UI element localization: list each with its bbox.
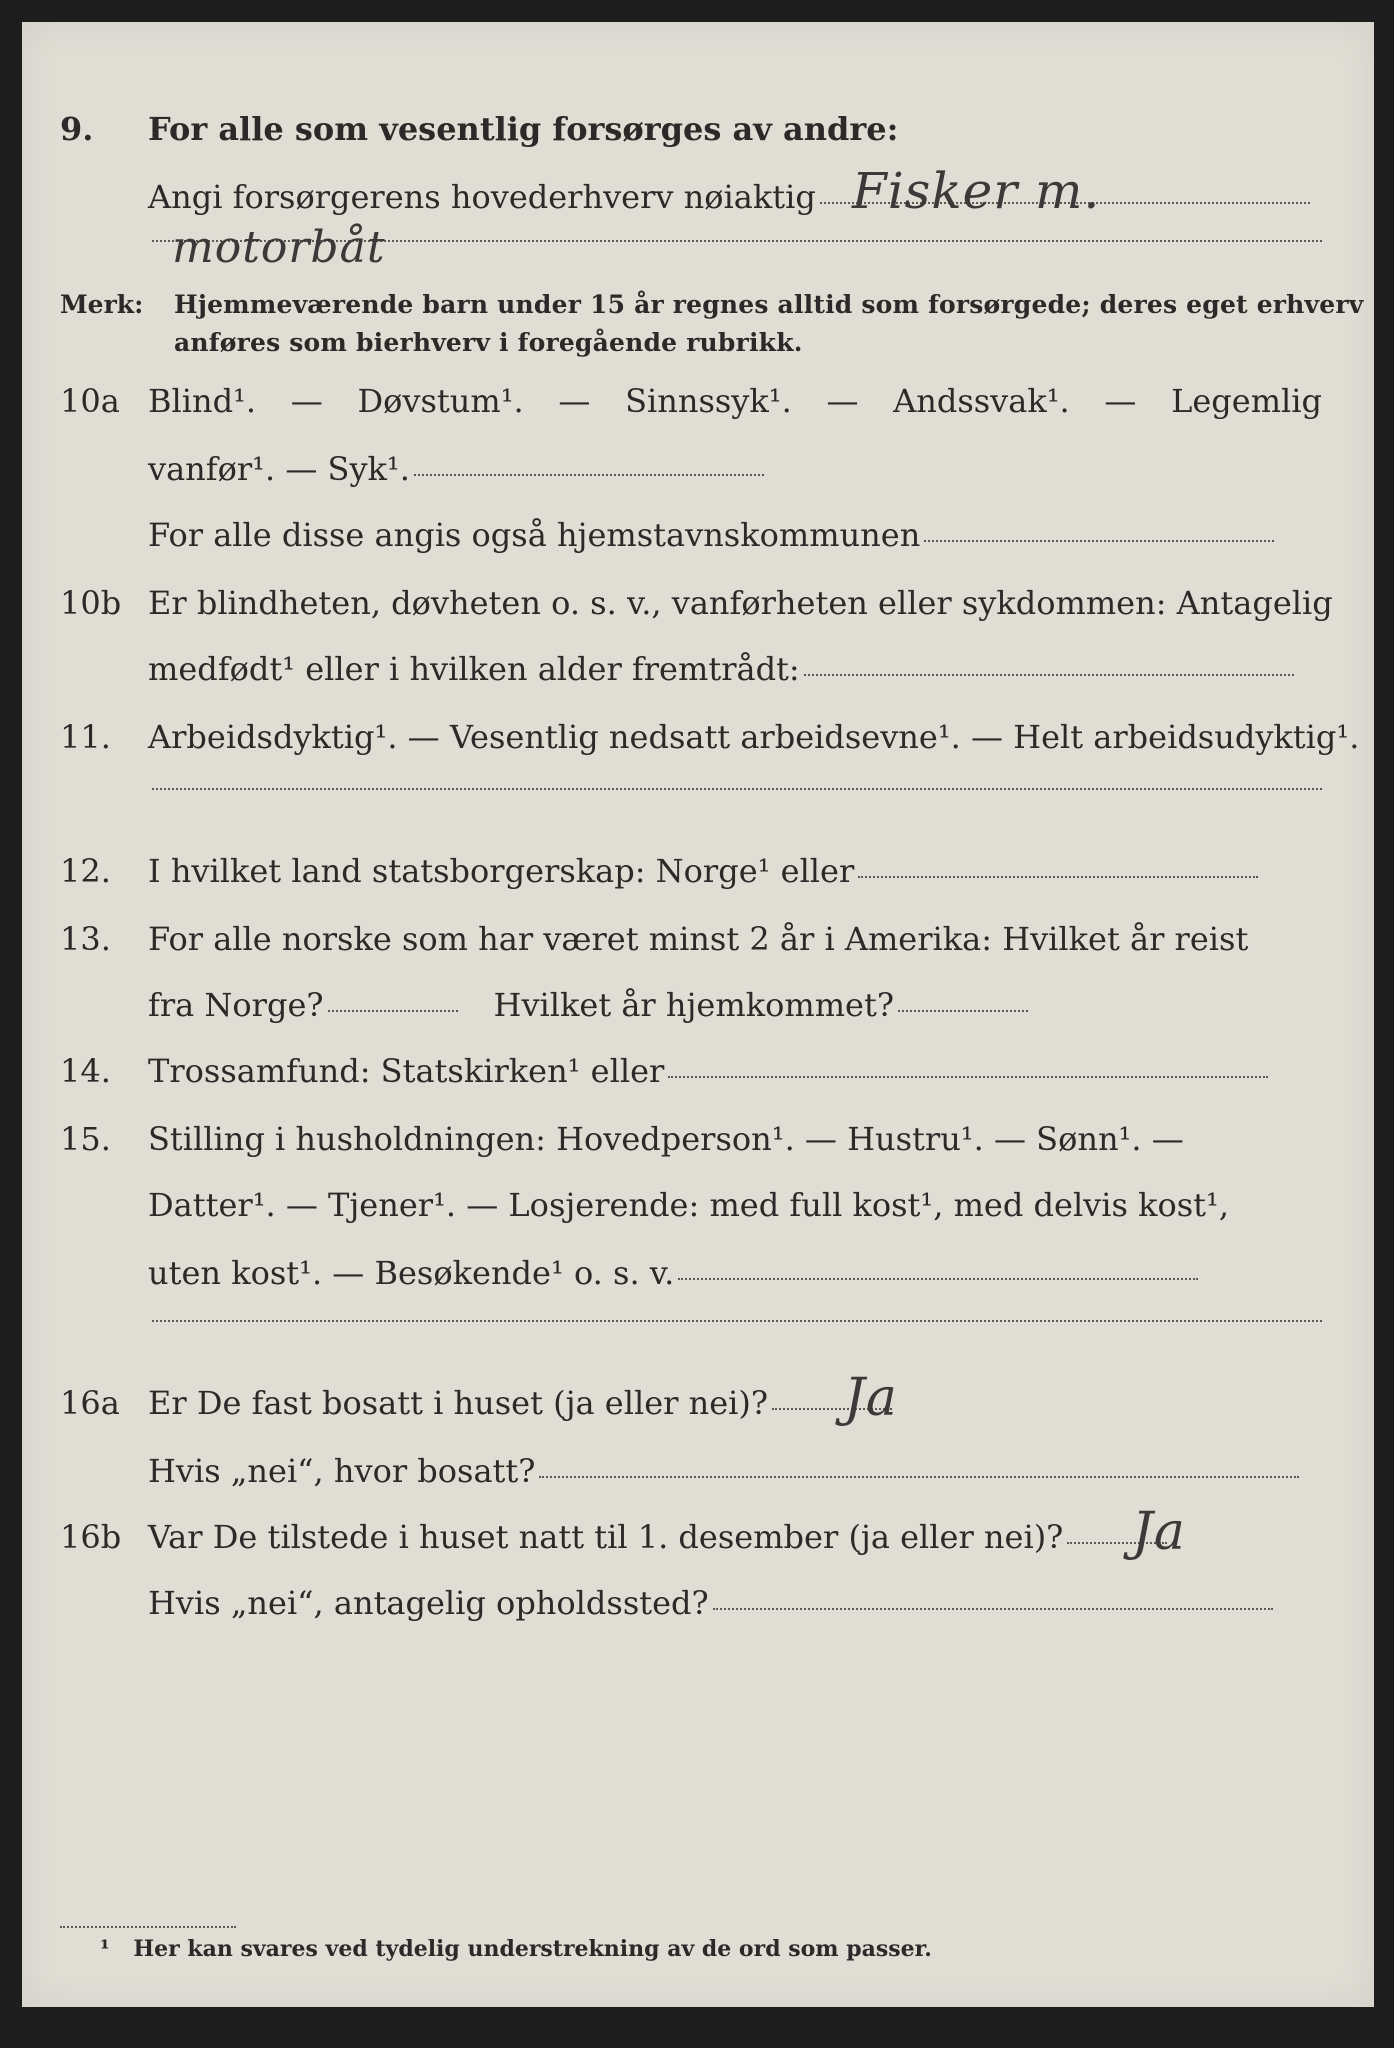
- footnote-marker: ¹: [100, 1936, 110, 1962]
- q15-answer-line[interactable]: [678, 1278, 1198, 1280]
- q9-number: 9.: [60, 110, 94, 148]
- merk-text-2: anføres som bierhverv i foregående rubrikk.: [174, 328, 803, 357]
- q16b-prompt: Var De tilstede i huset natt til 1. desember (ja eller nei)?: [148, 1518, 1064, 1556]
- census-form-page: [22, 22, 1374, 2007]
- q13-reist-prompt: fra Norge?: [148, 986, 324, 1024]
- q16a-bosatt-prompt: Hvis „nei“, hvor bosatt?: [148, 1452, 536, 1490]
- q12-prompt: I hvilket land statsborgerskap: Norge¹ eller: [148, 852, 855, 890]
- q10b-prompt-2: medfødt¹ eller i hvilken alder fremtrådt:: [148, 650, 800, 688]
- q15-options-1[interactable]: Stilling i husholdningen: Hovedperson¹. — Hustru¹. — Sønn¹. —: [148, 1120, 1184, 1158]
- q10b-number: 10b: [60, 584, 122, 622]
- q10b-prompt: Er blindheten, døvheten o. s. v., vanførheten eller sykdommen: Antagelig: [148, 584, 1333, 622]
- q10a-vanfor-syk[interactable]: vanfør¹. — Syk¹.: [148, 450, 410, 488]
- merk-label: Merk:: [60, 290, 144, 319]
- q16a-prompt: Er De fast bosatt i huset (ja eller nei)?: [148, 1384, 769, 1422]
- q14-answer-line[interactable]: [668, 1076, 1268, 1078]
- q15-number: 15.: [60, 1120, 111, 1158]
- q13-hjemkommet-prompt: Hvilket år hjemkommet?: [493, 986, 894, 1024]
- q10a-hjemstavn-line[interactable]: [924, 540, 1274, 542]
- q12-answer-line[interactable]: [858, 876, 1258, 878]
- q9-handwritten-answer-2: motorbåt: [172, 222, 386, 273]
- q9-prompt: Angi forsørgerens hovederhverv nøiaktig: [148, 178, 816, 216]
- q9-heading: For alle som vesentlig forsørges av andre:: [148, 110, 899, 148]
- q15-answer-line-2[interactable]: [152, 1320, 1322, 1322]
- merk-text-1: Hjemmeværende barn under 15 år regnes alltid som forsørgede; deres eget erhverv: [174, 290, 1364, 319]
- footnote: [100, 1936, 932, 1962]
- option-dovstum[interactable]: Døvstum¹.: [357, 382, 524, 420]
- q10b-answer-line[interactable]: [804, 674, 1294, 676]
- option-sinnssyk[interactable]: Sinnssyk¹.: [625, 382, 792, 420]
- q15-options-3[interactable]: uten kost¹. — Besøkende¹ o. s. v.: [148, 1254, 675, 1292]
- q16b-number: 16b: [60, 1518, 122, 1556]
- option-blind[interactable]: Blind¹.: [148, 382, 257, 420]
- q11-number: 11.: [60, 718, 111, 756]
- q10a-answer-line[interactable]: [414, 474, 764, 476]
- q14-number: 14.: [60, 1052, 111, 1090]
- q10a-options: Blind¹. — Døvstum¹. — Sinnssyk¹. — Andssvak¹. — Legemlig: [148, 382, 1322, 420]
- q13-hjemkommet-line[interactable]: [898, 1010, 1028, 1012]
- footnote-text: Her kan svares ved tydelig understrekning av de ord som passer.: [133, 1936, 932, 1962]
- q13-number: 13.: [60, 920, 111, 958]
- q16a-number: 16a: [60, 1384, 120, 1422]
- q11-options[interactable]: Arbeidsdyktig¹. — Vesentlig nedsatt arbeidsevne¹. — Helt arbeidsudyktig¹.: [148, 718, 1360, 756]
- q16b-opholdssted-line[interactable]: [713, 1608, 1273, 1610]
- q13-prompt: For alle norske som har været minst 2 år i Amerika: Hvilket år reist: [148, 920, 1249, 958]
- footnote-rule: [60, 1926, 236, 1928]
- q16b-handwritten-answer: Ja: [1132, 1502, 1186, 1562]
- q14-prompt[interactable]: Trossamfund: Statskirken¹ eller: [148, 1052, 665, 1090]
- q10a-hjemstavn-prompt: For alle disse angis også hjemstavnskommunen: [148, 516, 921, 554]
- option-andssvak[interactable]: Andssvak¹.: [893, 382, 1070, 420]
- q16b-opholdssted-prompt: Hvis „nei“, antagelig opholdssted?: [148, 1584, 709, 1622]
- option-legemlig[interactable]: Legemlig: [1171, 382, 1322, 420]
- q16a-handwritten-answer: Ja: [844, 1368, 898, 1428]
- q15-options-2[interactable]: Datter¹. — Tjener¹. — Losjerende: med full kost¹, med delvis kost¹,: [148, 1186, 1230, 1224]
- q12-number: 12.: [60, 852, 111, 890]
- q9-handwritten-answer-1: Fisker m.: [852, 162, 1101, 220]
- q13-reist-line[interactable]: [328, 1010, 458, 1012]
- q16a-bosatt-line[interactable]: [539, 1476, 1299, 1478]
- q10a-number: 10a: [60, 382, 120, 420]
- q11-answer-line[interactable]: [152, 788, 1322, 790]
